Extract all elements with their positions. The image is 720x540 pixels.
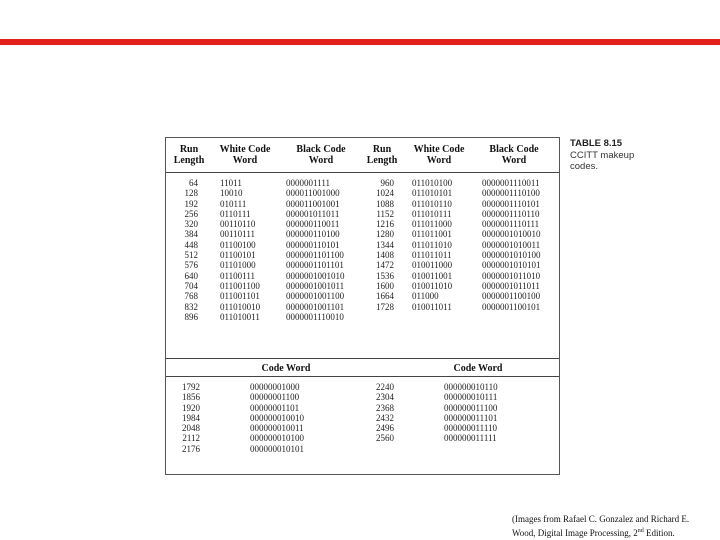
bottom-run-length-column-2: 2240 2304 2368 2432 2496 2560 xyxy=(376,382,394,444)
white-code-column-2: 011010100 011010101 011010110 011010111 011011000 011011001 011011010 011011011 010011000 010011001 010011010 011000 010011011 xyxy=(412,178,453,312)
header-white-code-word-2: White Code Word xyxy=(413,144,465,166)
makeup-codes-table xyxy=(165,137,560,475)
header-rule xyxy=(166,172,559,173)
credit-line-1: (Images from Rafael C. Gonzalez and Richard E. xyxy=(512,514,690,524)
image-credit xyxy=(512,513,717,539)
table-caption: CCITT makeup codes. xyxy=(570,150,635,172)
bottom-run-length-column: 1792 1856 1920 1984 2048 2112 2176 xyxy=(182,382,200,454)
black-code-column: 0000001111 000011001000 000011001001 000001011011 000000110011 000000110100 000000110101 0000001101100 0000001101101 0000001001010 0000001001011 0000001001100 0000001001101 0000001110010 xyxy=(286,178,345,322)
header-code-word-right: Code Word xyxy=(453,363,503,374)
credit-line-2b: Edition. xyxy=(643,528,675,538)
header-run-length: Run Length xyxy=(173,144,205,166)
bottom-code-column: 00000001000 00000001100 00000001101 000000010010 000000010011 000000010100 000000010101 xyxy=(250,382,304,454)
run-length-column-2: 960 1024 1088 1152 1216 1280 1344 1408 1472 1536 1600 1664 1728 xyxy=(376,178,394,312)
white-code-column: 11011 10010 010111 0110111 00110110 00110111 01100100 01100101 01101000 01100111 011001100 011001101 011010010 011010011 xyxy=(220,178,261,322)
header-black-code-word: Black Code Word xyxy=(296,144,346,166)
credit-line-2a: Wood, Digital Image Processing, 2 xyxy=(512,528,638,538)
header-white-code-word: White Code Word xyxy=(219,144,271,166)
credit-edition-sup: nd xyxy=(637,528,644,534)
header-run-length-2: Run Length xyxy=(366,144,398,166)
bottom-code-column-2: 000000010110 000000010111 000000011100 000000011101 000000011110 000000011111 xyxy=(444,382,498,444)
mid-rule xyxy=(166,358,559,359)
run-length-column: 64 128 192 256 320 384 448 512 576 640 704 768 832 896 xyxy=(184,178,198,322)
header-code-word-left: Code Word xyxy=(261,363,311,374)
table-title: TABLE 8.15 xyxy=(570,138,623,149)
bottom-header-rule xyxy=(166,376,559,377)
header-red-bar xyxy=(0,39,720,45)
header-black-code-word-2: Black Code Word xyxy=(489,144,539,166)
black-code-column-2: 0000001110011 0000001110100 0000001110101 0000001110110 0000001110111 0000001010010 0000001010011 0000001010100 0000001010101 0000001011010 0000001011011 0000001100100 0000001100101 xyxy=(482,178,541,312)
